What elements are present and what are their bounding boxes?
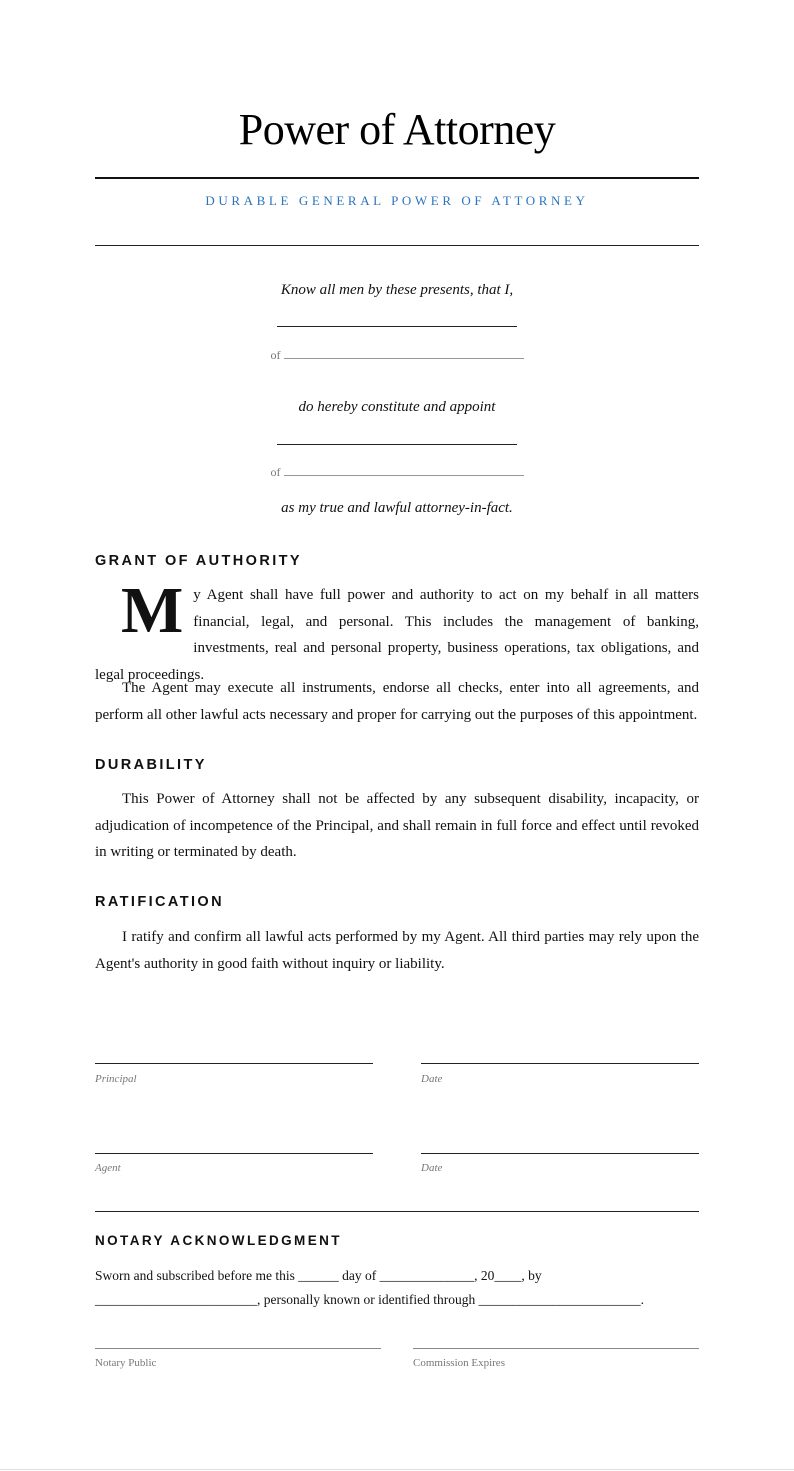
commission-expires-line[interactable] bbox=[413, 1348, 699, 1349]
header-divider bbox=[95, 245, 699, 246]
agent-signature-line[interactable] bbox=[95, 1153, 373, 1154]
ratification-paragraph: I ratify and confirm all lawful acts performed by my Agent. All third parties may rely upon the Agent's authority in good faith without inquiry or liability. bbox=[95, 929, 699, 972]
preamble-line-3: as my true and lawful attorney-in-fact. bbox=[281, 500, 513, 516]
principal-date-label: Date bbox=[421, 1073, 443, 1085]
notary-line-1: Sworn and subscribed before me this ______ day of ______________, 20____, by bbox=[95, 1268, 542, 1283]
notary-heading: NOTARY ACKNOWLEDGMENT bbox=[95, 1233, 342, 1248]
preamble-line-2: do hereby constitute and appoint bbox=[298, 399, 496, 415]
agent-address-field[interactable] bbox=[284, 465, 524, 476]
page-title: Power of Attorney bbox=[238, 105, 556, 154]
principal-address-row bbox=[95, 348, 699, 363]
agent-date-label: Date bbox=[421, 1162, 443, 1174]
title-divider bbox=[95, 177, 699, 179]
durability-heading: DURABILITY bbox=[95, 757, 207, 773]
commission-expires-label: Commission Expires bbox=[413, 1357, 505, 1369]
of-label: of bbox=[270, 465, 281, 479]
grant-paragraph-1-text: y Agent shall have full power and authority to act on my behalf in all matters financial, legal, and personal. This includes the management of banking, investments, real and personal property, business operations, tax obligations, and legal proceedings. bbox=[95, 587, 699, 683]
page-subtitle: DURABLE GENERAL POWER OF ATTORNEY bbox=[205, 193, 589, 208]
agent-date-line[interactable] bbox=[421, 1153, 699, 1154]
notary-divider bbox=[95, 1211, 699, 1212]
principal-label: Principal bbox=[95, 1073, 137, 1085]
notary-public-line[interactable] bbox=[95, 1348, 381, 1349]
notary-public-label: Notary Public bbox=[95, 1357, 157, 1369]
grant-heading: GRANT OF AUTHORITY bbox=[95, 553, 302, 569]
preamble-line-1: Know all men by these presents, that I, bbox=[280, 282, 514, 298]
principal-signature-line[interactable] bbox=[95, 1063, 373, 1064]
principal-name-field[interactable] bbox=[277, 326, 517, 327]
agent-label: Agent bbox=[95, 1162, 121, 1174]
agent-name-field[interactable] bbox=[277, 444, 517, 445]
durability-paragraph: This Power of Attorney shall not be affected by any subsequent disability, incapacity, or adjudication of incompetence of the Principal, and shall remain in full force and effect until revoked in writing or terminated by death. bbox=[95, 791, 699, 861]
principal-address-field[interactable] bbox=[284, 348, 524, 359]
of-label: of bbox=[270, 348, 281, 362]
notary-line-2: ________________________, personally known or identified through ________________________. bbox=[95, 1292, 644, 1307]
page-bottom-edge bbox=[0, 1469, 794, 1470]
grant-paragraph-2: The Agent may execute all instruments, endorse all checks, enter into all agreements, and perform all other lawful acts necessary and proper for carrying out the purposes of this appointment. bbox=[95, 680, 699, 723]
drop-cap: M bbox=[121, 574, 184, 647]
ratification-heading: RATIFICATION bbox=[95, 894, 224, 910]
grant-paragraph-1 bbox=[95, 574, 699, 688]
agent-address-row bbox=[95, 465, 699, 480]
principal-date-line[interactable] bbox=[421, 1063, 699, 1064]
